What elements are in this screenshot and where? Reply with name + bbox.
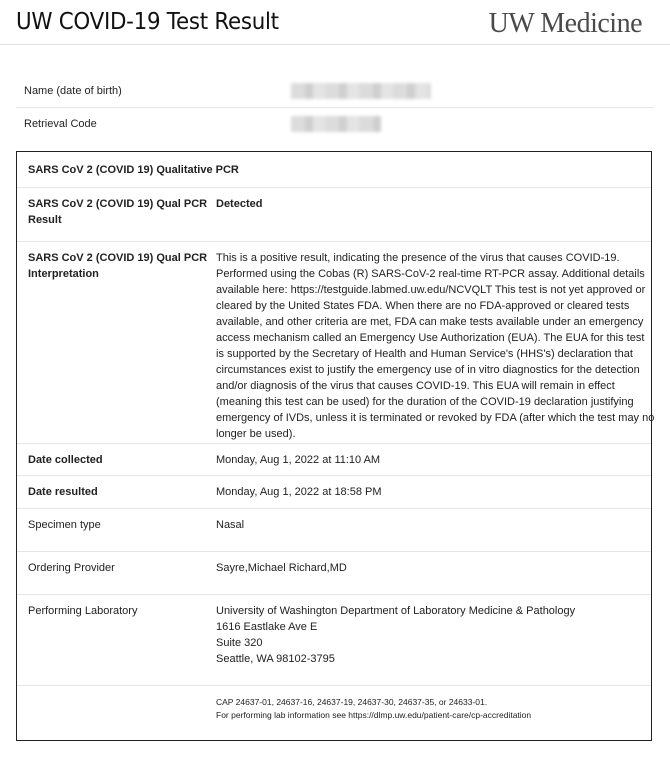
specimen-type-label: Specimen type	[28, 519, 101, 531]
date-collected-label: Date collected	[28, 454, 103, 466]
interpretation-line: is supported by the Secretary of Health and Human Service's (HHS's) declaration that	[216, 348, 633, 360]
performing-laboratory-row	[17, 595, 651, 686]
interpretation-line: access mechanism called an Emergency Use Authorization (EUA). The EUA for this test	[216, 332, 645, 344]
retrieval-code-row	[16, 108, 654, 140]
interpretation-line: (meaning this test can be used) for the duration of the COVID-19 declaration justifying	[216, 396, 634, 408]
interpretation-label: SARS CoV 2 (COVID 19) Qual PCR Interpretation	[28, 252, 208, 280]
address-line: University of Washington Department of Laboratory Medicine & Pathology	[216, 605, 576, 617]
performing-laboratory-address	[216, 603, 646, 667]
interpretation-row	[17, 242, 655, 444]
name-label: Name (date of birth)	[24, 85, 122, 97]
accreditation-footnote	[216, 696, 646, 722]
interpretation-line: and/or diagnosis of the virus that causes COVID-19. This EUA will remain in effect	[216, 380, 615, 392]
interpretation-line: cleared by the United States FDA. When there are no FDA-approved or cleared tests	[216, 300, 630, 312]
ordering-provider-row	[17, 552, 651, 595]
ordering-provider-label: Ordering Provider	[28, 562, 115, 574]
address-line: Seattle, WA 98102-3795	[216, 653, 335, 665]
ordering-provider-value: Sayre,Michael Richard,MD	[216, 562, 347, 574]
footnote-line: CAP 24637-01, 24637-16, 24637-19, 24637-30, 24637-35, or 24633-01.	[216, 697, 488, 707]
address-line: 1616 Eastlake Ave E	[216, 621, 318, 633]
specimen-type-value: Nasal	[216, 519, 245, 531]
date-resulted-row	[17, 476, 651, 509]
retrieval-code-label: Retrieval Code	[24, 118, 97, 130]
result-panel	[16, 151, 655, 741]
result-row	[17, 188, 651, 242]
interpretation-line: emergency of IVDs, unless it is terminated or revoked by FDA (after which the test may no	[216, 412, 655, 424]
redacted-retrieval-code	[291, 116, 381, 132]
date-collected-value: Monday, Aug 1, 2022 at 11:10 AM	[216, 454, 381, 466]
result-label: SARS CoV 2 (COVID 19) Qual PCR Result	[28, 198, 208, 226]
interpretation-line: available here: https://testguide.labmed.uw.edu/NCVQLT This test is not yet approved or	[216, 284, 646, 296]
interpretation-line: This is a positive result, indicating the presence of the virus that causes COVID-19.	[216, 252, 620, 264]
footnote-line: For performing lab information see https://dlmp.uw.edu/patient-care/cp-accreditation	[216, 710, 532, 720]
interpretation-text	[216, 250, 655, 442]
date-collected-row	[17, 444, 651, 476]
page-header	[0, 0, 670, 45]
page-title: UW COVID-19 Test Result	[16, 9, 279, 35]
redacted-name	[291, 83, 431, 99]
date-resulted-label: Date resulted	[28, 486, 98, 498]
patient-name-row	[16, 75, 654, 108]
specimen-type-row	[17, 509, 651, 552]
interpretation-line: circumstances exist to justify the emergency use of in vitro diagnostics for the detection	[216, 364, 640, 376]
performing-laboratory-label: Performing Laboratory	[28, 605, 138, 617]
address-line: Suite 320	[216, 637, 263, 649]
result-section-title: SARS CoV 2 (COVID 19) Qualitative PCR	[17, 152, 651, 188]
uw-medicine-logo: UW Medicine	[488, 8, 642, 39]
interpretation-line: available, and other criteria are met, FDA can make tests available under an emergency	[216, 316, 644, 328]
date-resulted-value: Monday, Aug 1, 2022 at 18:58 PM	[216, 486, 382, 498]
interpretation-line: longer be used).	[216, 428, 296, 440]
footnote-row	[17, 686, 651, 740]
interpretation-line: Performed using the Cobas (R) SARS-CoV-2 real-time RT-PCR assay. Additional details	[216, 268, 645, 280]
result-value: Detected	[216, 198, 263, 210]
